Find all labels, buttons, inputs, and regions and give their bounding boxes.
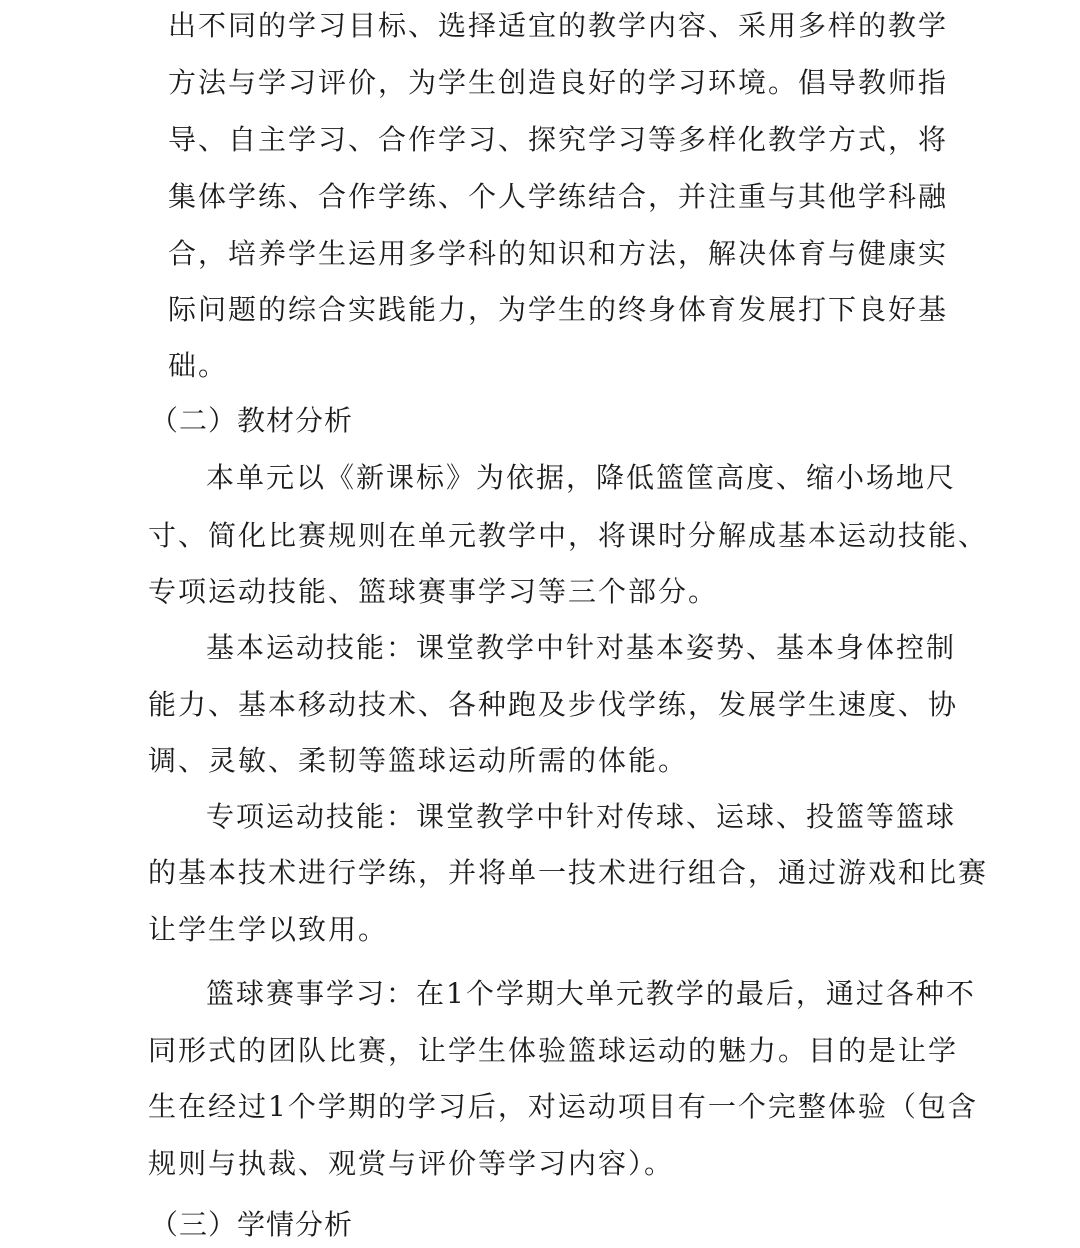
paragraph-line: 能力、基本移动技术、各种跑及步伐学练，发展学生速度、协	[148, 688, 959, 721]
paragraph-line: 让学生学以致用。	[148, 913, 389, 946]
paragraph-line: 同形式的团队比赛，让学生体验篮球运动的魅力。目的是让学	[148, 1034, 959, 1067]
paragraph-line: 导、自主学习、合作学习、探究学习等多样化教学方式，将	[168, 123, 949, 156]
paragraph-line: 基本运动技能：课堂教学中针对基本姿势、基本身体控制	[206, 631, 957, 664]
paragraph-line: 际问题的综合实践能力，为学生的终身体育发展打下良好基	[168, 293, 949, 326]
section-heading-learning-analysis: （三）学情分析	[150, 1208, 354, 1241]
paragraph-line: 专项运动技能、篮球赛事学习等三个部分。	[148, 575, 719, 608]
paragraph-line: 专项运动技能：课堂教学中针对传球、运球、投篮等篮球	[206, 800, 957, 833]
paragraph-line: 寸、简化比赛规则在单元教学中，将课时分解成基本运动技能、	[148, 519, 989, 552]
paragraph-line: 调、灵敏、柔韧等篮球运动所需的体能。	[148, 744, 689, 777]
paragraph-line: 的基本技术进行学练，并将单一技术进行组合，通过游戏和比赛	[148, 856, 989, 889]
paragraph-line: 础。	[168, 349, 229, 382]
paragraph-line: 方法与学习评价，为学生创造良好的学习环境。倡导教师指	[168, 66, 949, 99]
section-heading-materials: （二）教材分析	[150, 404, 354, 437]
paragraph-line: 本单元以《新课标》为依据，降低篮筐高度、缩小场地尺	[206, 461, 957, 494]
paragraph-line: 出不同的学习目标、选择适宜的教学内容、采用多样的教学	[168, 9, 949, 42]
paragraph-line: 集体学练、合作学练、个人学练结合，并注重与其他学科融	[168, 180, 949, 213]
paragraph-line: 篮球赛事学习：在1个学期大单元教学的最后，通过各种不	[206, 977, 976, 1010]
paragraph-line: 合，培养学生运用多学科的知识和方法，解决体育与健康实	[168, 237, 949, 270]
paragraph-line: 规则与执裁、观赏与评价等学习内容）。	[148, 1147, 675, 1180]
paragraph-line: 生在经过1个学期的学习后，对运动项目有一个完整体验（包含	[148, 1090, 978, 1123]
